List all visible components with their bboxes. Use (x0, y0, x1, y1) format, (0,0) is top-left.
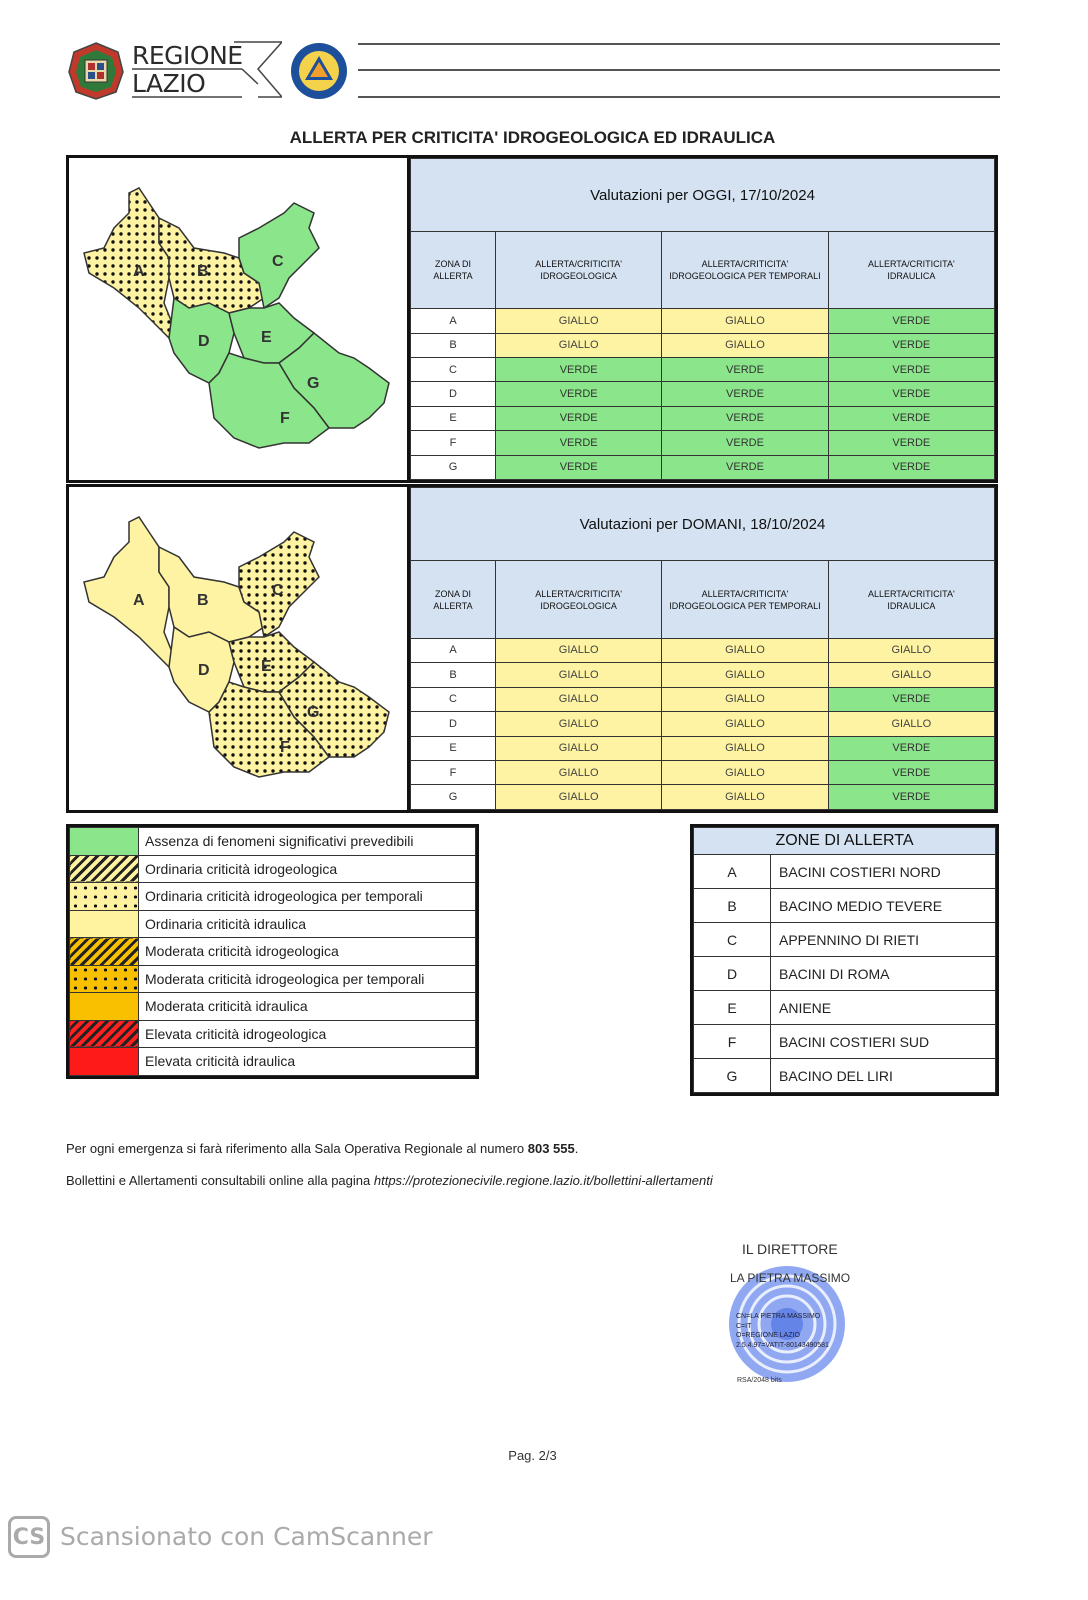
header-rule-1 (358, 43, 1000, 45)
zone-letter: E (694, 991, 771, 1025)
today-map-label-g: G (307, 375, 320, 392)
today-caption: Valutazioni per OGGI, 17/10/2024 (411, 159, 995, 232)
today-cell-zone: D (411, 382, 496, 406)
tomorrow-map (69, 487, 407, 810)
tomorrow-cell-idraulica: VERDE (828, 687, 994, 711)
zone-letter: F (694, 1025, 771, 1059)
tomorrow-cell-temporali: GIALLO (662, 663, 828, 687)
emergency-note: Per ogni emergenza si farà riferimento alla Sala Operativa Regionale al numero 803 555. (66, 1141, 579, 1156)
today-cell-idrogeologica: VERDE (496, 357, 662, 381)
today-cell-temporali: VERDE (662, 406, 828, 430)
today-cell-idraulica: VERDE (828, 333, 994, 357)
tomorrow-cell-temporali: GIALLO (662, 785, 828, 810)
tomorrow-row-f (411, 760, 995, 784)
tomorrow-row-e (411, 736, 995, 760)
legend-swatch (70, 855, 139, 883)
today-cell-idrogeologica: GIALLO (496, 309, 662, 333)
legend-swatch (70, 993, 139, 1021)
zone-row-g (694, 1059, 996, 1093)
legend-item (70, 1020, 476, 1048)
col-idrogeologica: ALLERTA/CRITICITA' IDROGEOLOGICA (496, 561, 662, 638)
legend-rows (70, 828, 476, 1076)
legend-swatch (70, 1020, 139, 1048)
today-row-e (411, 406, 995, 430)
region-line-1: REGIONE (132, 41, 243, 70)
tomorrow-map-label-e: E (261, 658, 272, 675)
legend-swatch (70, 965, 139, 993)
bulletins-link[interactable]: https://protezionecivile.regione.lazio.it/bollettini-allertamenti (373, 1173, 713, 1188)
tomorrow-cell-zone: F (411, 760, 496, 784)
today-row-g (411, 455, 995, 479)
legend-item (70, 828, 476, 856)
tomorrow-table (410, 487, 995, 810)
zone-row-f (694, 1025, 996, 1059)
tomorrow-rows (411, 638, 995, 809)
today-cell-idrogeologica: VERDE (496, 455, 662, 479)
tomorrow-row-g (411, 785, 995, 810)
tomorrow-cell-idrogeologica: GIALLO (496, 712, 662, 736)
today-cell-idrogeologica: GIALLO (496, 333, 662, 357)
legend-swatch (70, 883, 139, 911)
today-cell-zone: E (411, 406, 496, 430)
tomorrow-cell-zone: E (411, 736, 496, 760)
legend-item (70, 910, 476, 938)
legend-swatch (70, 1048, 139, 1076)
today-cell-idrogeologica: VERDE (496, 406, 662, 430)
online-note: Bollettini e Allertamenti consultabili online alla pagina https://protezionecivile.regione.lazio.it/bollettini-allertamenti (66, 1173, 713, 1188)
tomorrow-map-label-d: D (198, 662, 210, 679)
today-map-label-e: E (261, 329, 272, 346)
tomorrow-cell-idrogeologica: GIALLO (496, 638, 662, 662)
page-title: ALLERTA PER CRITICITA' IDROGEOLOGICA ED IDRAULICA (289, 128, 776, 147)
tomorrow-cell-temporali: GIALLO (662, 736, 828, 760)
today-row-f (411, 431, 995, 455)
today-cell-idraulica: VERDE (828, 431, 994, 455)
tomorrow-cell-idraulica: VERDE (828, 785, 994, 810)
tomorrow-map-label-f: F (280, 739, 290, 756)
tomorrow-row-b (411, 663, 995, 687)
legend-swatch (70, 910, 139, 938)
camscanner-icon: CS (8, 1516, 50, 1558)
legend-label: Assenza di fenomeni significativi prevedibili (139, 828, 476, 856)
tomorrow-cell-idrogeologica: GIALLO (496, 736, 662, 760)
tomorrow-caption: Valutazioni per DOMANI, 18/10/2024 (411, 488, 995, 561)
today-panel (66, 155, 998, 483)
legend-item (70, 938, 476, 966)
today-cell-idrogeologica: VERDE (496, 431, 662, 455)
signature-details: CN=LA PIETRA MASSIMO C=IT O=REGIONE LAZIO 2.5.4.97=VATIT-80143490581 (736, 1313, 829, 1349)
today-cell-idraulica: VERDE (828, 455, 994, 479)
tomorrow-zone-a (84, 517, 174, 667)
zone-name: BACINO MEDIO TEVERE (771, 889, 996, 923)
today-cell-temporali: VERDE (662, 357, 828, 381)
today-cell-temporali: VERDE (662, 431, 828, 455)
today-cell-idrogeologica: VERDE (496, 382, 662, 406)
legend-label: Moderata criticità idraulica (139, 993, 476, 1021)
today-table-wrap (407, 158, 995, 480)
protezione-civile-logo-icon (290, 42, 348, 100)
zone-row-e (694, 991, 996, 1025)
legend-item (70, 855, 476, 883)
region-line-2: LAZIO (132, 69, 206, 98)
today-cell-idraulica: VERDE (828, 382, 994, 406)
zone-letter: D (694, 957, 771, 991)
tomorrow-cell-idraulica: GIALLO (828, 638, 994, 662)
tomorrow-cell-zone: C (411, 687, 496, 711)
tomorrow-map-label-g: G (307, 704, 320, 721)
tomorrow-cell-zone: B (411, 663, 496, 687)
legend-label: Moderata criticità idrogeologica (139, 938, 476, 966)
tomorrow-table-wrap (407, 487, 995, 810)
logo-chevron-lines (132, 40, 282, 105)
director-name: LA PIETRA MASSIMO (730, 1271, 851, 1285)
zone-name: BACINO DEL LIRI (771, 1059, 996, 1093)
legend-item (70, 993, 476, 1021)
tomorrow-cell-idraulica: GIALLO (828, 663, 994, 687)
today-cell-temporali: VERDE (662, 382, 828, 406)
tomorrow-cell-temporali: GIALLO (662, 760, 828, 784)
zones-rows (694, 855, 996, 1093)
legend-item (70, 965, 476, 993)
today-row-d (411, 382, 995, 406)
legend-swatch (70, 938, 139, 966)
emergency-number: 803 555 (527, 1141, 575, 1156)
legend (66, 824, 479, 1079)
tomorrow-cell-temporali: GIALLO (662, 638, 828, 662)
today-cell-temporali: VERDE (662, 455, 828, 479)
tomorrow-cell-idrogeologica: GIALLO (496, 785, 662, 810)
today-map-label-f: F (280, 410, 290, 427)
legend-label: Ordinaria criticità idraulica (139, 910, 476, 938)
col-temporali: ALLERTA/CRITICITA' IDROGEOLOGICA PER TEMPORALI (662, 561, 828, 638)
zone-name: BACINI COSTIERI SUD (771, 1025, 996, 1059)
today-cell-idraulica: VERDE (828, 406, 994, 430)
tomorrow-cell-idrogeologica: GIALLO (496, 760, 662, 784)
today-cell-zone: G (411, 455, 496, 479)
col-idraulica: ALLERTA/CRITICITA' IDRAULICA (828, 561, 994, 638)
zone-row-d (694, 957, 996, 991)
tomorrow-cell-idraulica: VERDE (828, 760, 994, 784)
zone-row-a (694, 855, 996, 889)
zone-name: BACINI DI ROMA (771, 957, 996, 991)
zone-letter: A (694, 855, 771, 889)
zones-title: ZONE DI ALLERTA (694, 828, 996, 855)
today-cell-idraulica: VERDE (828, 357, 994, 381)
today-cell-zone: C (411, 357, 496, 381)
col-zona: ZONA DI ALLERTA (411, 561, 496, 638)
tomorrow-map-label-a: A (133, 592, 145, 609)
legend-label: Ordinaria criticità idrogeologica per temporali (139, 883, 476, 911)
col-idrogeologica: ALLERTA/CRITICITA' IDROGEOLOGICA (496, 232, 662, 309)
tomorrow-panel (66, 484, 998, 813)
tomorrow-cell-zone: G (411, 785, 496, 810)
zone-name: APPENNINO DI RIETI (771, 923, 996, 957)
zone-row-c (694, 923, 996, 957)
col-idraulica: ALLERTA/CRITICITA' IDRAULICA (828, 232, 994, 309)
legend-swatch (70, 828, 139, 856)
tomorrow-cell-idrogeologica: GIALLO (496, 663, 662, 687)
today-map-label-d: D (198, 333, 210, 350)
today-zone-a (84, 188, 174, 338)
col-zona: ZONA DI ALLERTA (411, 232, 496, 309)
today-map-label-a: A (133, 263, 145, 280)
tomorrow-cell-idrogeologica: GIALLO (496, 687, 662, 711)
tomorrow-cell-temporali: GIALLO (662, 687, 828, 711)
zones-table (690, 824, 999, 1096)
today-cell-temporali: GIALLO (662, 333, 828, 357)
tomorrow-cell-zone: A (411, 638, 496, 662)
today-row-b (411, 333, 995, 357)
tomorrow-map-label-c: C (272, 582, 284, 599)
today-cell-temporali: GIALLO (662, 309, 828, 333)
tomorrow-row-c (411, 687, 995, 711)
today-row-c (411, 357, 995, 381)
legend-label: Ordinaria criticità idrogeologica (139, 855, 476, 883)
tomorrow-row-a (411, 638, 995, 662)
zone-letter: B (694, 889, 771, 923)
camscanner-watermark: Scansionato con CamScanner (60, 1522, 433, 1551)
tomorrow-cell-idraulica: GIALLO (828, 712, 994, 736)
today-map-label-b: B (197, 263, 209, 280)
signature-rsa: RSA/2048 bits (737, 1377, 782, 1384)
today-map (69, 158, 407, 480)
page-number: Pag. 2/3 (508, 1448, 557, 1463)
tomorrow-cell-temporali: GIALLO (662, 712, 828, 736)
today-cell-zone: B (411, 333, 496, 357)
header-rule-2 (358, 69, 1000, 71)
col-temporali: ALLERTA/CRITICITA' IDROGEOLOGICA PER TEMPORALI (662, 232, 828, 309)
tomorrow-map-label-b: B (197, 592, 209, 609)
today-map-label-c: C (272, 253, 284, 270)
tomorrow-row-d (411, 712, 995, 736)
today-row-a (411, 309, 995, 333)
header-rule-3 (358, 96, 1000, 98)
today-cell-zone: A (411, 309, 496, 333)
legend-label: Moderata criticità idrogeologica per temporali (139, 965, 476, 993)
legend-label: Elevata criticità idrogeologica (139, 1020, 476, 1048)
today-cell-zone: F (411, 431, 496, 455)
tomorrow-cell-idraulica: VERDE (828, 736, 994, 760)
today-rows (411, 309, 995, 480)
legend-label: Elevata criticità idraulica (139, 1048, 476, 1076)
today-table (410, 158, 995, 480)
regione-lazio-emblem-icon (68, 42, 124, 100)
tomorrow-cell-zone: D (411, 712, 496, 736)
legend-item (70, 883, 476, 911)
zone-row-b (694, 889, 996, 923)
director-title: IL DIRETTORE (742, 1241, 838, 1257)
zone-letter: C (694, 923, 771, 957)
legend-item (70, 1048, 476, 1076)
zone-letter: G (694, 1059, 771, 1093)
zone-name: BACINI COSTIERI NORD (771, 855, 996, 889)
today-cell-idraulica: VERDE (828, 309, 994, 333)
zone-name: ANIENE (771, 991, 996, 1025)
